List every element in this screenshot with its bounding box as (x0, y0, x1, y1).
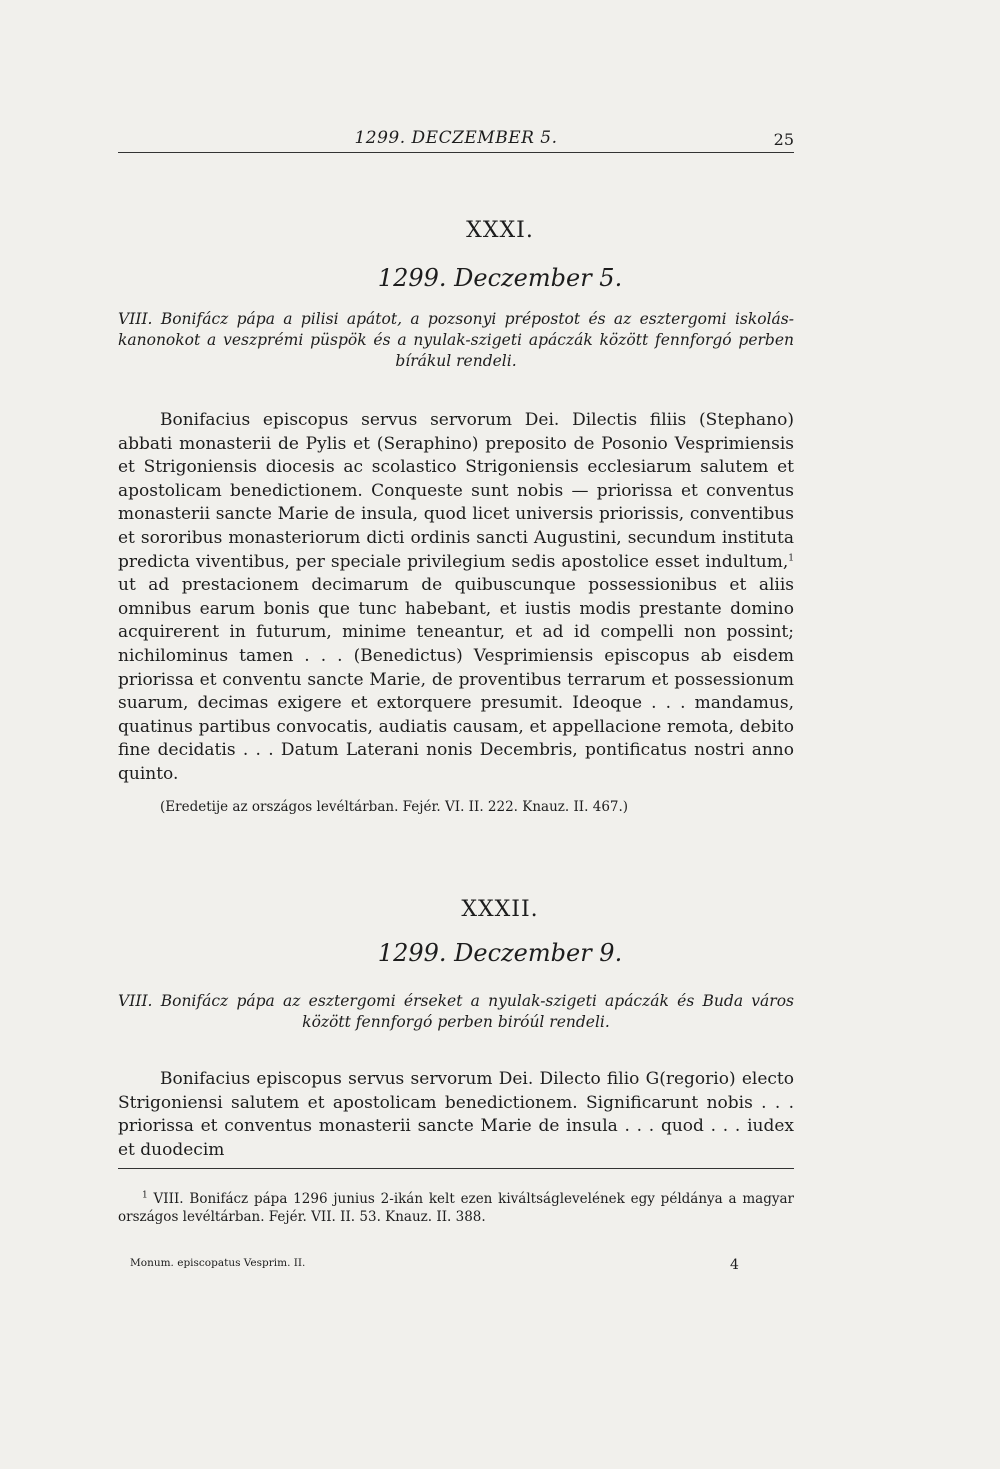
doc1-body-part2: ut ad prestacionem decimarum de quibuscunque possessionibus et aliis omnibus earum bonis que tunc habebant, et iustis modis prestante domino acquirerent in futurum, minime teneantur, et ad id compelli non possint; nichilominus tamen . . . (Benedictus) Vesprimiensis episcopus ab eisdem priorissa et conventu sancte Marie, de proventibus terrarum et possessionum suarum, decimas exigere et extorquere presumit. Ideoque . . . mandamus, quatinus partibus convocatis, audiatis causam, et appellacione remota, debito fine decidatis . . . Datum Laterani nonis Decembris, pontificatus nostri anno quinto. (118, 575, 794, 784)
footnote (118, 1190, 794, 1226)
doc2-body: Bonifacius episcopus servus servorum Dei. Dilecto filio G(regorio) electo Strigoniensi salutem et apostolicam benedictionem. Significarunt nobis . . . priorissa et conventus monasterii sancte Marie de insula . . . quod . . . iudex et duodecim (118, 1069, 794, 1160)
doc1-date: 1299. Deczember 5. (377, 264, 623, 292)
doc2-number: XXXII. (461, 897, 539, 922)
doc1-regest: VIII. Bonifácz pápa a pilisi apátot, a pozsonyi prépostot és az esztergomi iskolás-kanonokot a veszprémi püspök és a nyulak-szigeti apáczák között fennforgó perben bírákul rendeli. (118, 310, 794, 370)
running-head (118, 128, 794, 153)
doc1-body (118, 409, 794, 787)
doc2-date: 1299. Deczember 9. (377, 939, 623, 967)
footnote-text: VIII. Bonifácz pápa 1296 junius 2-ikán kelt ezen kiváltságlevelének egy példánya a magyar országos levéltárban. Fejér. VII. II. 53. Knauz. II. 388. (118, 1191, 794, 1225)
doc1-source-note: (Eredetije az országos levéltárban. Fejér. VI. II. 222. Knauz. II. 467.) (160, 799, 629, 815)
footnote-rule (118, 1168, 794, 1169)
doc1-number: XXXI. (466, 218, 534, 243)
footnote-mark: 1 (142, 1190, 148, 1201)
footnote-reference[interactable]: 1 (788, 552, 794, 563)
sheet-number: 4 (730, 1257, 739, 1273)
running-head-title: 1299. DECZEMBER 5. (354, 128, 558, 148)
page-number: 25 (773, 130, 794, 149)
signature-line: Monum. episcopatus Vesprim. II. (130, 1257, 306, 1269)
doc2-regest: VIII. Bonifácz pápa az esztergomi érseket a nyulak-szigeti apáczák és Buda város között fennforgó perben biróúl rendeli. (118, 992, 794, 1031)
doc1-body-part1: Bonifacius episcopus servus servorum Dei. Dilectis filiis (Stephano) abbati monasterii de Pylis et (Seraphino) preposito de Posonio Vesprimiensis et Strigoniensis diocesis ac scolastico Strigoniensis ecclesiarum salutem et apostolicam benedictionem. Conqueste sunt nobis — priorissa et conventus monasterii sancte Marie de insula, quod licet universis priorissis, conventibus et sororibus monasteriorum dicti ordinis sancti Augustini, secundum instituta predicta viventibus, per speciale privilegium sedis apostolice esset indultum, (118, 410, 794, 572)
